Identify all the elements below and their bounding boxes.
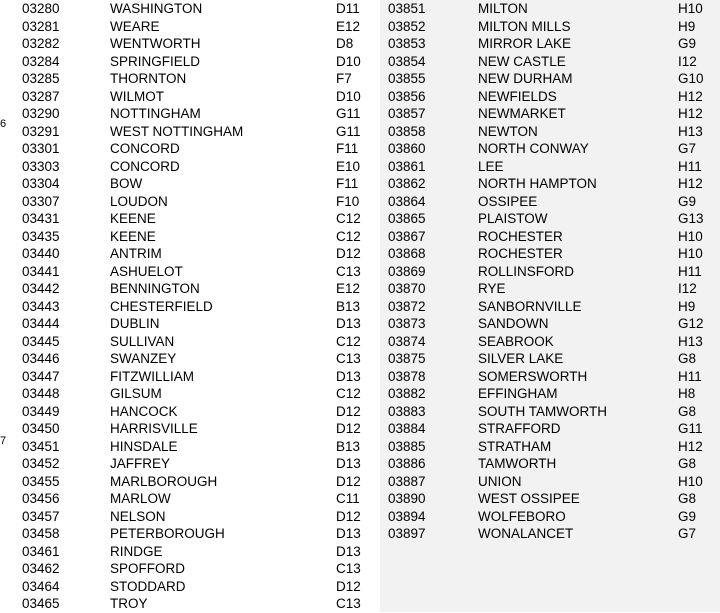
map-grid-code-cell: F7 <box>336 71 352 86</box>
table-row <box>18 333 380 351</box>
map-grid-code-cell: H10 <box>678 473 703 489</box>
place-name-cell: SOUTH TAMWORTH <box>478 403 607 419</box>
map-grid-code-cell: D12 <box>336 403 361 419</box>
place-name-cell: NELSON <box>110 508 166 524</box>
place-name-cell: LEE <box>478 158 504 174</box>
place-name-cell: SULLIVAN <box>110 333 175 349</box>
zip-code-cell: 03458 <box>22 526 60 541</box>
table-row <box>380 35 720 53</box>
map-grid-code-cell: H13 <box>678 123 703 139</box>
table-row <box>380 140 720 158</box>
zip-code-cell: 03450 <box>22 421 60 436</box>
table-row <box>18 315 380 333</box>
place-name-cell: KEENE <box>110 211 156 226</box>
zip-code-cell: 03853 <box>388 36 426 51</box>
map-grid-code-cell: D13 <box>336 456 361 471</box>
table-row <box>380 385 720 403</box>
zip-code-cell: 03887 <box>388 473 426 489</box>
place-name-cell: NEWTON <box>478 123 538 139</box>
map-grid-code-cell: D13 <box>336 526 361 541</box>
map-grid-code-cell: C13 <box>336 561 361 576</box>
place-name-cell: DUBLIN <box>110 316 160 331</box>
table-row <box>380 333 720 351</box>
place-name-cell: HANCOCK <box>110 403 178 419</box>
table-row <box>380 105 720 123</box>
zip-code-cell: 03854 <box>388 53 426 69</box>
map-grid-code-cell: G11 <box>678 421 703 436</box>
map-grid-code-cell: G10 <box>678 71 704 86</box>
table-row <box>380 315 720 333</box>
table-row <box>18 490 380 508</box>
place-name-cell: SPRINGFIELD <box>110 53 201 69</box>
place-name-cell: OSSIPEE <box>478 193 538 209</box>
zip-code-cell: 03884 <box>388 421 426 436</box>
zip-code-cell: 03882 <box>388 386 426 401</box>
map-grid-code-cell: D12 <box>336 473 361 489</box>
map-grid-code-cell: D13 <box>336 316 361 331</box>
table-row <box>18 420 380 438</box>
zip-code-cell: 03870 <box>388 281 426 296</box>
zip-code-cell: 03431 <box>22 211 60 226</box>
map-grid-code-cell: C12 <box>336 228 361 244</box>
place-name-cell: CHESTERFIELD <box>110 298 213 314</box>
zip-code-cell: 03281 <box>22 18 60 34</box>
table-row <box>380 88 720 106</box>
map-grid-code-cell: H13 <box>678 333 703 349</box>
gutter-page-mark: 7 <box>0 435 7 447</box>
map-grid-code-cell: H9 <box>678 298 696 314</box>
map-grid-code-cell: C12 <box>336 386 361 401</box>
map-grid-code-cell: D12 <box>336 578 361 594</box>
table-row <box>380 490 720 508</box>
zip-code-cell: 03865 <box>388 211 426 226</box>
place-name-cell: BOW <box>110 176 143 191</box>
zip-code-cell: 03445 <box>22 333 60 349</box>
zip-table-left <box>18 0 380 613</box>
map-grid-code-cell: C13 <box>336 351 361 366</box>
place-name-cell: GILSUM <box>110 386 162 401</box>
zip-code-cell: 03860 <box>388 141 426 156</box>
place-name-cell: WENTWORTH <box>110 36 201 51</box>
place-name-cell: SANDOWN <box>478 316 549 331</box>
map-grid-code-cell: C11 <box>336 491 360 506</box>
place-name-cell: MARLBOROUGH <box>110 473 218 489</box>
place-name-cell: WONALANCET <box>478 526 574 541</box>
zip-code-cell: 03856 <box>388 88 426 104</box>
place-name-cell: NOTTINGHAM <box>110 106 201 121</box>
map-grid-code-cell: H9 <box>678 18 696 34</box>
map-grid-code-cell: H12 <box>678 106 703 121</box>
zip-code-cell: 03462 <box>22 561 60 576</box>
map-grid-code-cell: G7 <box>678 141 697 156</box>
place-name-cell: WEST NOTTINGHAM <box>110 123 244 139</box>
gutter-notch-top <box>0 258 9 278</box>
zip-code-cell: 03304 <box>22 176 60 191</box>
table-row <box>18 18 380 36</box>
table-row <box>18 88 380 106</box>
zip-code-cell: 03873 <box>388 316 426 331</box>
zip-column-right <box>380 0 720 612</box>
map-grid-code-cell: H12 <box>678 438 703 454</box>
place-name-cell: NEW CASTLE <box>478 53 566 69</box>
zip-code-cell: 03446 <box>22 351 60 366</box>
map-grid-code-cell: E12 <box>336 281 361 296</box>
map-grid-code-cell: D10 <box>336 53 361 69</box>
zip-code-cell: 03868 <box>388 246 426 261</box>
table-row <box>380 53 720 71</box>
zip-code-cell: 03883 <box>388 403 426 419</box>
map-grid-code-cell: D13 <box>336 543 361 559</box>
place-name-cell: MIRROR LAKE <box>478 36 572 51</box>
place-name-cell: SPOFFORD <box>110 561 186 576</box>
zip-code-cell: 03464 <box>22 578 60 594</box>
zip-code-cell: 03855 <box>388 71 426 86</box>
place-name-cell: CONCORD <box>110 141 180 156</box>
zip-code-cell: 03282 <box>22 36 60 51</box>
table-row <box>18 350 380 368</box>
map-grid-code-cell: D13 <box>336 368 361 384</box>
zip-code-cell: 03290 <box>22 106 60 121</box>
table-row <box>380 263 720 281</box>
zip-code-cell: 03890 <box>388 491 426 506</box>
zip-code-cell: 03872 <box>388 298 426 314</box>
map-grid-code-cell: G9 <box>678 36 697 51</box>
map-grid-code-cell: G13 <box>678 211 704 226</box>
zip-code-columns <box>18 0 720 612</box>
zip-code-cell: 03303 <box>22 158 60 174</box>
map-grid-code-cell: H12 <box>678 88 703 104</box>
table-row <box>18 263 380 281</box>
map-grid-code-cell: E10 <box>336 158 361 174</box>
table-row <box>380 18 720 36</box>
table-row <box>18 53 380 71</box>
table-row <box>380 158 720 176</box>
table-row <box>380 228 720 246</box>
table-row <box>380 403 720 421</box>
map-grid-code-cell: D12 <box>336 508 361 524</box>
place-name-cell: MARLOW <box>110 491 171 506</box>
table-row <box>18 280 380 298</box>
zip-code-cell: 03307 <box>22 193 60 209</box>
zip-code-cell: 03878 <box>388 368 426 384</box>
gutter-page-mark: 6 <box>0 118 7 130</box>
page-gutter <box>0 0 18 612</box>
zip-code-cell: 03291 <box>22 123 60 139</box>
table-row <box>380 368 720 386</box>
place-name-cell: THORNTON <box>110 71 187 86</box>
map-grid-code-cell: D8 <box>336 36 354 51</box>
zip-code-cell: 03864 <box>388 193 426 209</box>
map-grid-code-cell: H11 <box>678 368 702 384</box>
map-grid-code-cell: B13 <box>336 438 361 454</box>
zip-code-cell: 03444 <box>22 316 60 331</box>
place-name-cell: PLAISTOW <box>478 211 548 226</box>
place-name-cell: SWANZEY <box>110 351 177 366</box>
map-grid-code-cell: B13 <box>336 298 361 314</box>
table-row <box>18 438 380 456</box>
table-row <box>18 595 380 613</box>
place-name-cell: ANTRIM <box>110 246 162 261</box>
table-row <box>18 158 380 176</box>
place-name-cell: ASHUELOT <box>110 263 183 279</box>
zip-code-cell: 03465 <box>22 596 60 611</box>
place-name-cell: MILTON MILLS <box>478 18 571 34</box>
place-name-cell: WILMOT <box>110 88 164 104</box>
place-name-cell: WEST OSSIPEE <box>478 491 580 506</box>
map-grid-code-cell: F11 <box>336 176 359 191</box>
map-grid-code-cell: C12 <box>336 211 361 226</box>
table-row <box>380 70 720 88</box>
table-row <box>18 473 380 491</box>
table-row <box>18 578 380 596</box>
zip-code-cell: 03851 <box>388 1 426 16</box>
map-grid-code-cell: I12 <box>678 53 697 69</box>
zip-code-cell: 03861 <box>388 158 426 174</box>
zip-code-cell: 03862 <box>388 176 426 191</box>
map-grid-code-cell: G12 <box>678 316 704 331</box>
map-grid-code-cell: G7 <box>678 526 697 541</box>
map-grid-code-cell: H10 <box>678 228 703 244</box>
map-grid-code-cell: G8 <box>678 456 697 471</box>
map-grid-code-cell: C12 <box>336 333 361 349</box>
table-row <box>380 123 720 141</box>
map-grid-code-cell: I12 <box>678 281 697 296</box>
place-name-cell: NEWMARKET <box>478 106 566 121</box>
place-name-cell: MILTON <box>478 1 528 16</box>
table-row <box>18 70 380 88</box>
table-row <box>18 175 380 193</box>
place-name-cell: WASHINGTON <box>110 1 203 16</box>
map-grid-code-cell: D10 <box>336 88 361 104</box>
map-grid-code-cell: H11 <box>678 158 702 174</box>
place-name-cell: HARRISVILLE <box>110 421 198 436</box>
gutter-notch-bottom <box>0 560 9 580</box>
table-row <box>380 193 720 211</box>
map-grid-code-cell: H10 <box>678 1 703 16</box>
table-row <box>18 35 380 53</box>
zip-code-cell: 03447 <box>22 368 60 384</box>
map-grid-code-cell: F11 <box>336 141 359 156</box>
zip-code-cell: 03867 <box>388 228 426 244</box>
table-row <box>380 508 720 526</box>
zip-code-cell: 03455 <box>22 473 60 489</box>
zip-code-cell: 03457 <box>22 508 60 524</box>
map-grid-code-cell: H12 <box>678 176 703 191</box>
table-row <box>380 455 720 473</box>
table-row <box>18 105 380 123</box>
table-row <box>380 210 720 228</box>
zip-code-cell: 03449 <box>22 403 60 419</box>
zip-code-cell: 03280 <box>22 1 60 16</box>
table-row <box>18 508 380 526</box>
zip-code-cell: 03857 <box>388 106 426 121</box>
zip-code-cell: 03448 <box>22 386 60 401</box>
map-grid-code-cell: D11 <box>336 1 360 16</box>
place-name-cell: STRATHAM <box>478 438 552 454</box>
map-grid-code-cell: G8 <box>678 403 697 419</box>
zip-code-cell: 03451 <box>22 438 60 454</box>
place-name-cell: LOUDON <box>110 193 168 209</box>
map-grid-code-cell: G9 <box>678 193 697 209</box>
place-name-cell: PETERBOROUGH <box>110 526 225 541</box>
map-grid-code-cell: E12 <box>336 18 361 34</box>
map-grid-code-cell: G8 <box>678 351 697 366</box>
table-row <box>380 420 720 438</box>
place-name-cell: STRAFFORD <box>478 421 561 436</box>
place-name-cell: WOLFEBORO <box>478 508 566 524</box>
map-grid-code-cell: G11 <box>336 106 361 121</box>
zip-code-cell: 03852 <box>388 18 426 34</box>
place-name-cell: ROCHESTER <box>478 228 563 244</box>
table-row <box>380 473 720 491</box>
zip-code-cell: 03452 <box>22 456 60 471</box>
place-name-cell: FITZWILLIAM <box>110 368 194 384</box>
zip-code-cell: 03435 <box>22 228 60 244</box>
place-name-cell: SOMERSWORTH <box>478 368 588 384</box>
place-name-cell: RINDGE <box>110 543 163 559</box>
map-grid-code-cell: G9 <box>678 508 697 524</box>
place-name-cell: HINSDALE <box>110 438 178 454</box>
table-row <box>18 385 380 403</box>
table-row <box>380 280 720 298</box>
table-row <box>18 245 380 263</box>
zip-code-cell: 03442 <box>22 281 60 296</box>
zip-code-cell: 03461 <box>22 543 60 559</box>
place-name-cell: NEWFIELDS <box>478 88 557 104</box>
place-name-cell: ROLLINSFORD <box>478 263 575 279</box>
zip-code-cell: 03440 <box>22 246 60 261</box>
zip-code-cell: 03886 <box>388 456 426 471</box>
zip-code-cell: 03858 <box>388 123 426 139</box>
table-row <box>380 0 720 18</box>
place-name-cell: NORTH CONWAY <box>478 141 589 156</box>
zip-code-cell: 03874 <box>388 333 426 349</box>
place-name-cell: KEENE <box>110 228 156 244</box>
map-grid-code-cell: C13 <box>336 263 361 279</box>
table-row <box>18 560 380 578</box>
place-name-cell: ROCHESTER <box>478 246 563 261</box>
table-row <box>380 245 720 263</box>
place-name-cell: RYE <box>478 281 506 296</box>
place-name-cell: SEABROOK <box>478 333 554 349</box>
zip-code-cell: 03869 <box>388 263 426 279</box>
map-grid-code-cell: H10 <box>678 246 703 261</box>
table-row <box>18 368 380 386</box>
zip-code-cell: 03456 <box>22 491 60 506</box>
zip-code-cell: 03894 <box>388 508 426 524</box>
place-name-cell: SILVER LAKE <box>478 351 564 366</box>
zip-code-cell: 03441 <box>22 263 60 279</box>
place-name-cell: EFFINGHAM <box>478 386 558 401</box>
map-grid-code-cell: G8 <box>678 491 697 506</box>
table-row <box>18 543 380 561</box>
place-name-cell: STODDARD <box>110 578 186 594</box>
place-name-cell: CONCORD <box>110 158 180 174</box>
table-row <box>18 403 380 421</box>
place-name-cell: WEARE <box>110 18 160 34</box>
zip-code-cell: 03284 <box>22 53 60 69</box>
table-row <box>18 525 380 543</box>
table-row <box>380 350 720 368</box>
table-row <box>18 193 380 211</box>
table-row <box>18 455 380 473</box>
map-grid-code-cell: H11 <box>678 263 702 279</box>
zip-code-cell: 03875 <box>388 351 426 366</box>
place-name-cell: SANBORNVILLE <box>478 298 582 314</box>
map-grid-code-cell: D12 <box>336 421 361 436</box>
map-grid-code-cell: C13 <box>336 596 361 611</box>
table-row <box>380 525 720 543</box>
table-row <box>18 298 380 316</box>
place-name-cell: TROY <box>110 596 148 611</box>
zip-code-cell: 03285 <box>22 71 60 86</box>
table-row <box>18 0 380 18</box>
table-row <box>18 123 380 141</box>
place-name-cell: UNION <box>478 473 522 489</box>
table-row <box>18 140 380 158</box>
map-grid-code-cell: H8 <box>678 386 696 401</box>
place-name-cell: TAMWORTH <box>478 456 557 471</box>
map-grid-code-cell: F10 <box>336 193 360 209</box>
map-grid-code-cell: D12 <box>336 246 361 261</box>
table-row <box>18 228 380 246</box>
table-row <box>380 175 720 193</box>
zip-table-right <box>380 0 720 543</box>
zip-code-cell: 03443 <box>22 298 60 314</box>
table-row <box>380 298 720 316</box>
place-name-cell: NEW DURHAM <box>478 71 573 86</box>
zip-code-cell: 03885 <box>388 438 426 454</box>
zip-code-cell: 03897 <box>388 526 426 541</box>
map-grid-code-cell: G11 <box>336 123 361 139</box>
zip-code-cell: 03301 <box>22 141 60 156</box>
place-name-cell: BENNINGTON <box>110 281 200 296</box>
zip-column-left <box>18 0 380 612</box>
zip-code-cell: 03287 <box>22 88 60 104</box>
table-row <box>18 210 380 228</box>
table-row <box>380 438 720 456</box>
place-name-cell: NORTH HAMPTON <box>478 176 597 191</box>
place-name-cell: JAFFREY <box>110 456 171 471</box>
